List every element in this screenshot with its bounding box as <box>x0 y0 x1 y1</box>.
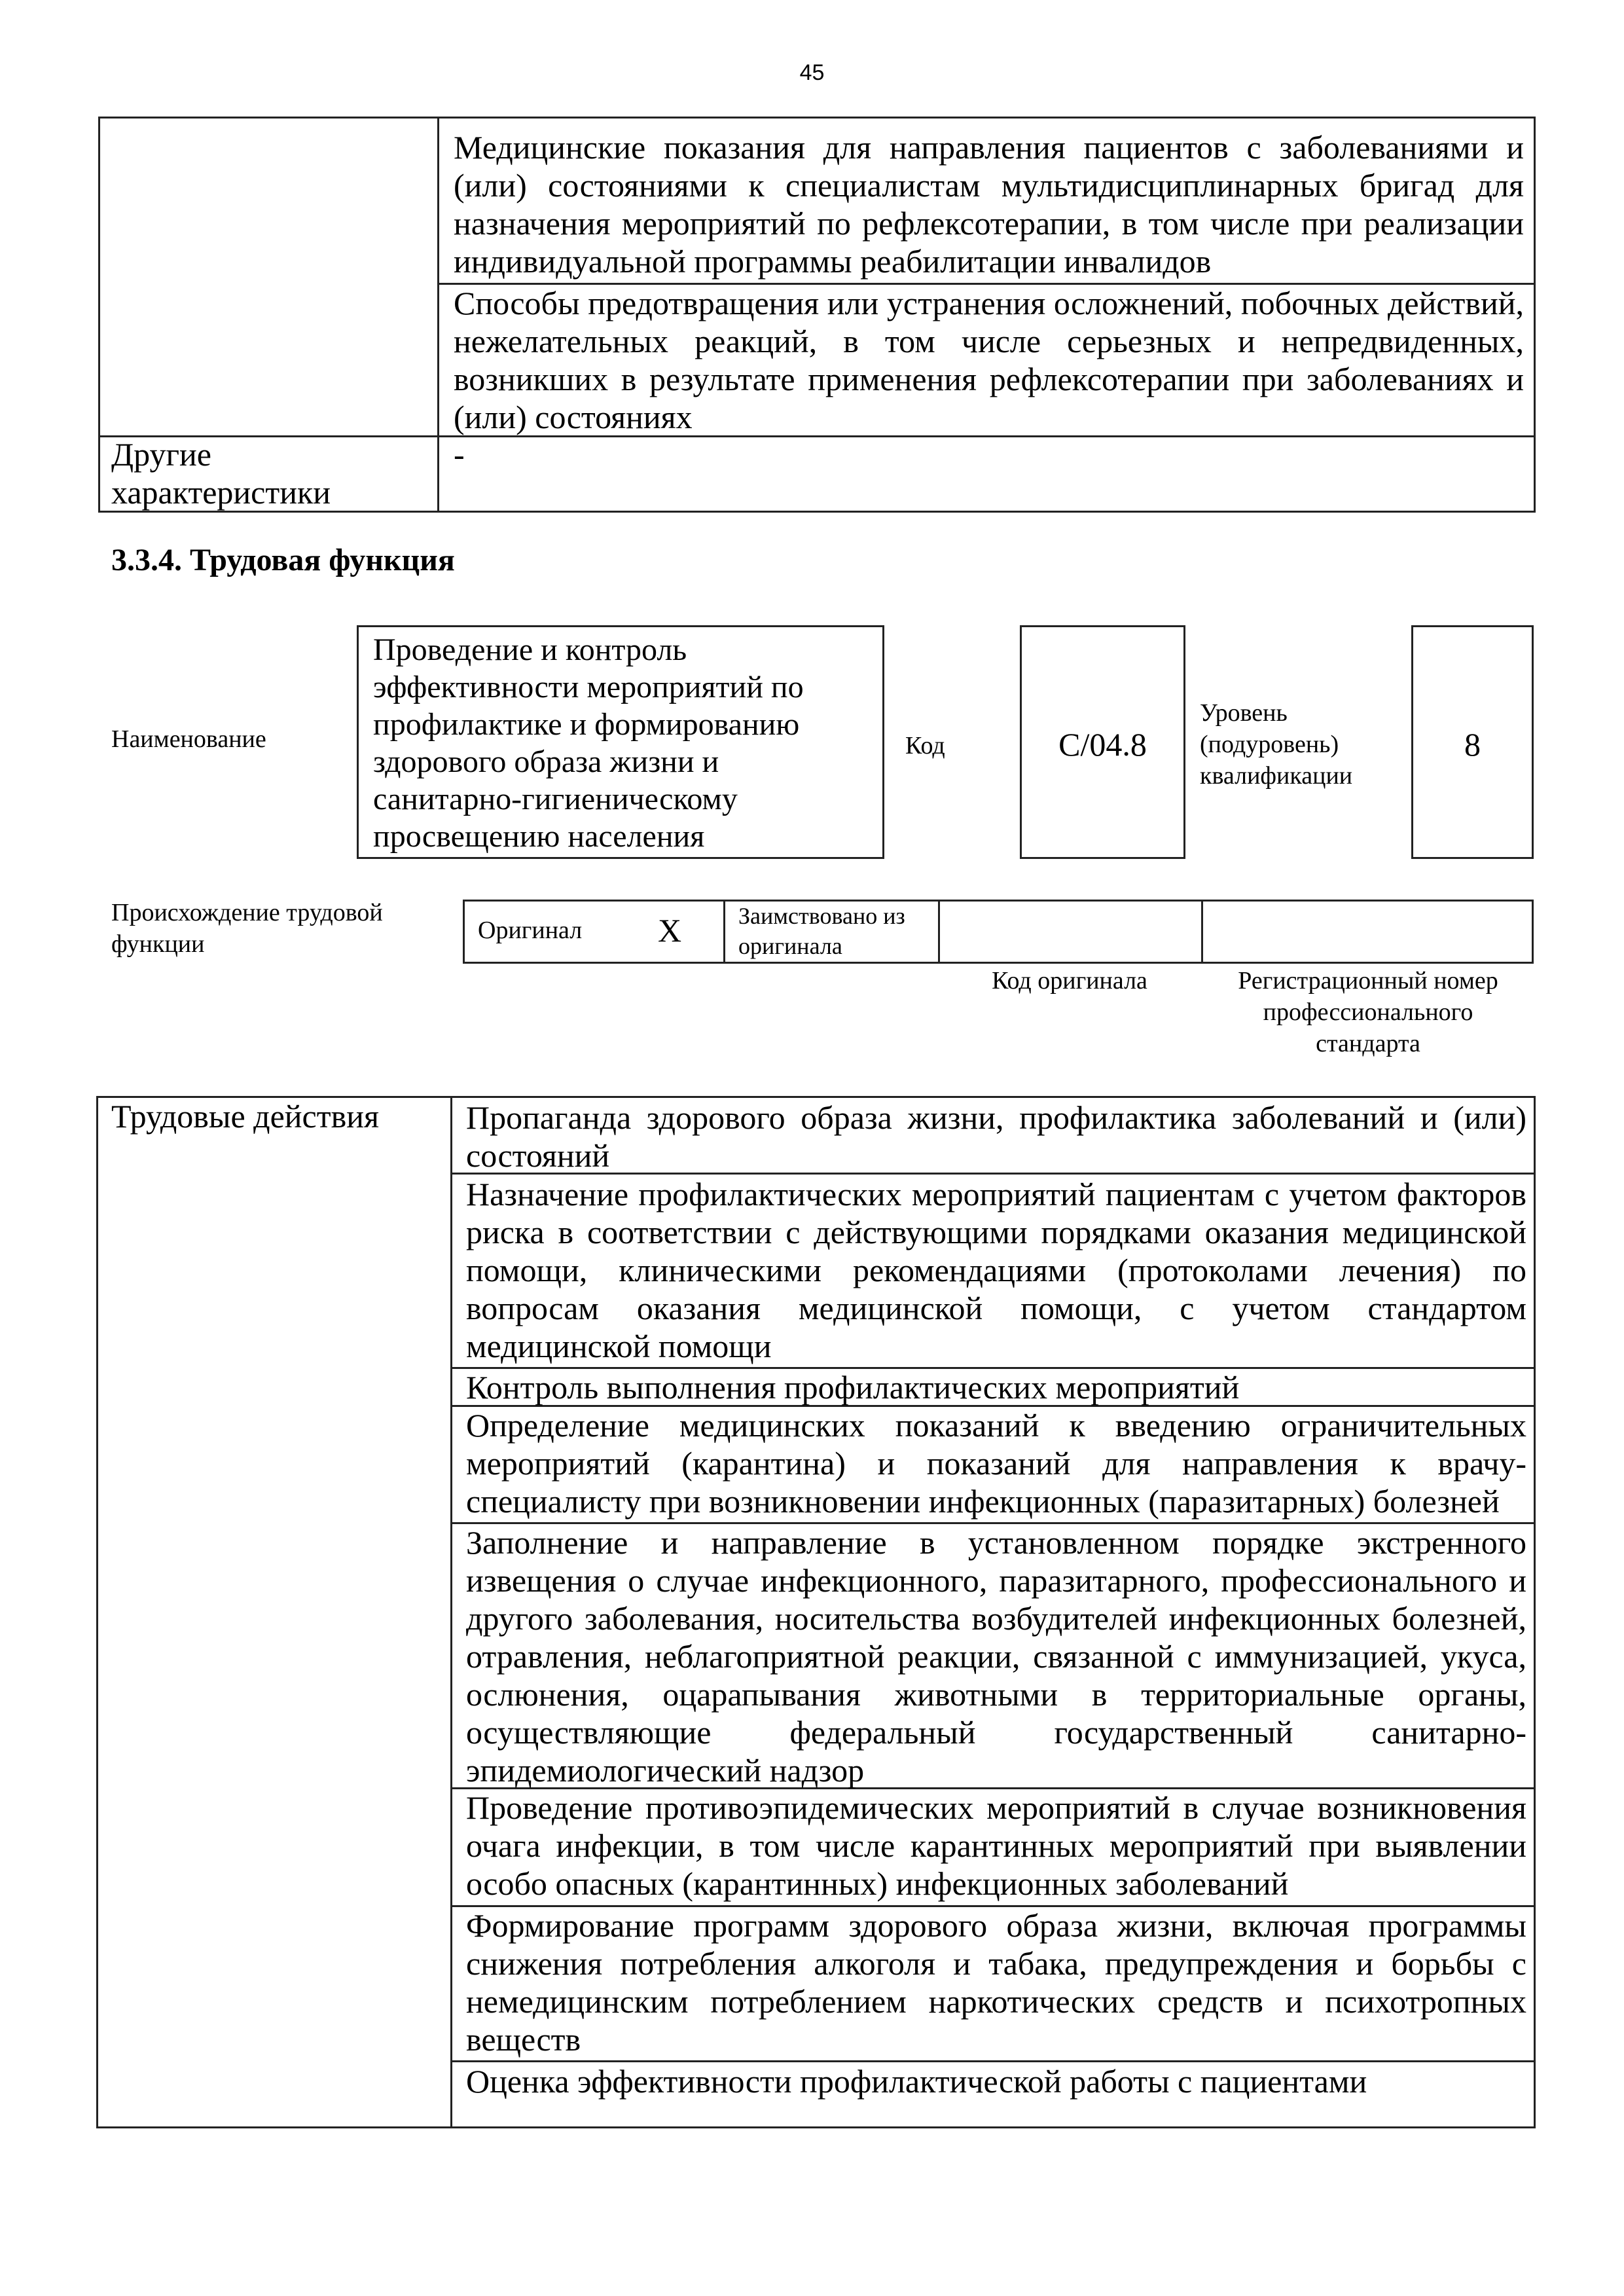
borrowed-label: Заимствовано из оригинала <box>738 903 905 959</box>
level-box <box>1411 625 1534 859</box>
labor-action-item: Пропаганда здорового образа жизни, профилактика заболеваний и (или) состояний <box>466 1099 1526 1174</box>
level-label: Уровень (подуровень) квалификации <box>1200 699 1353 790</box>
level-value: 8 <box>1464 726 1481 763</box>
code-label: Код <box>905 732 945 759</box>
page-number: 45 <box>799 60 825 85</box>
labor-action-item: Назначение профилактических мероприятий пациентам с учетом факторов риска в соответствии с действующими порядками оказания медицинской помощи, клиническими рекомендациями (протоколами лечения) по вопросам оказания медицинской помощи, с учетом стандартом медицинской помощи <box>466 1176 1526 1364</box>
name-box <box>357 625 884 859</box>
code-box <box>1020 625 1185 859</box>
code-original-caption: Код оригинала <box>992 967 1147 994</box>
labor-action-item: Контроль выполнения профилактических мероприятий <box>466 1369 1240 1406</box>
reg-number-caption: Регистрационный номер профессионального стандарта <box>1238 967 1498 1057</box>
labor-action-item: Заполнение и направление в установленном порядке экстренного извещения о случае инфекционного, паразитарного, профессионального и другого заболевания, носительства возбудителей инфекционных болезней, отравления, неблагоприятной реакции, связанной с иммунизацией, укуса, ослюнения, оцарапывания животными в территориальные органы, осуществляющие федеральный государственный санитарно-эпидемиологический надзор <box>466 1524 1526 1789</box>
top-table-row: Способы предотвращения или устранения осложнений, побочных действий, нежелательных реакций, в том числе серьезных и непредвиденных, возникших в результате применения рефлексотерапии при заболеваниях и (или) состояниях <box>454 285 1524 435</box>
original-mark: X <box>658 912 682 949</box>
labor-actions-label: Трудовые действия <box>111 1098 379 1135</box>
labor-action-item: Оценка эффективности профилактической работы с пациентами <box>466 2063 1367 2100</box>
origin-table <box>463 900 1534 964</box>
other-characteristics-value: - <box>454 436 465 473</box>
original-label: Оригинал <box>478 917 583 944</box>
other-characteristics-label: Другие характеристики <box>111 436 331 511</box>
labor-action-item: Определение медицинских показаний к введению ограничительных мероприятий (карантина) и показаний для направления к врачу-специалисту при возникновении инфекционных (паразитарных) болезней <box>466 1407 1526 1520</box>
labor-action-item: Проведение противоэпидемических мероприятий в случае возникновения очага инфекции, в том числе карантинных мероприятий при выявлении особо опасных (карантинных) инфекционных заболеваний <box>466 1789 1526 1902</box>
top-table-row: Медицинские показания для направления пациентов с заболеваниями и (или) состояниями к специалистам мультидисциплинарных бригад для назначения мероприятий по рефлексотерапии, в том числе при реализации индивидуальной программы реабилитации инвалидов <box>454 129 1524 280</box>
labor-action-item: Формирование программ здорового образа жизни, включая программы снижения потребления алкоголя и табака, предупреждения и борьбы с немедицинским потреблением наркотических средств и психотропных веществ <box>466 1907 1526 2058</box>
section-title: 3.3.4. Трудовая функция <box>111 543 455 577</box>
origin-label: Происхождение трудовой функции <box>111 899 383 958</box>
name-value: Проведение и контроль эффективности мероприятий по профилактике и формированию здорового образа жизни и санитарно-гигиеническому просвещению населения <box>373 632 804 854</box>
code-value: C/04.8 <box>1058 726 1147 763</box>
name-label: Наименование <box>111 725 266 753</box>
